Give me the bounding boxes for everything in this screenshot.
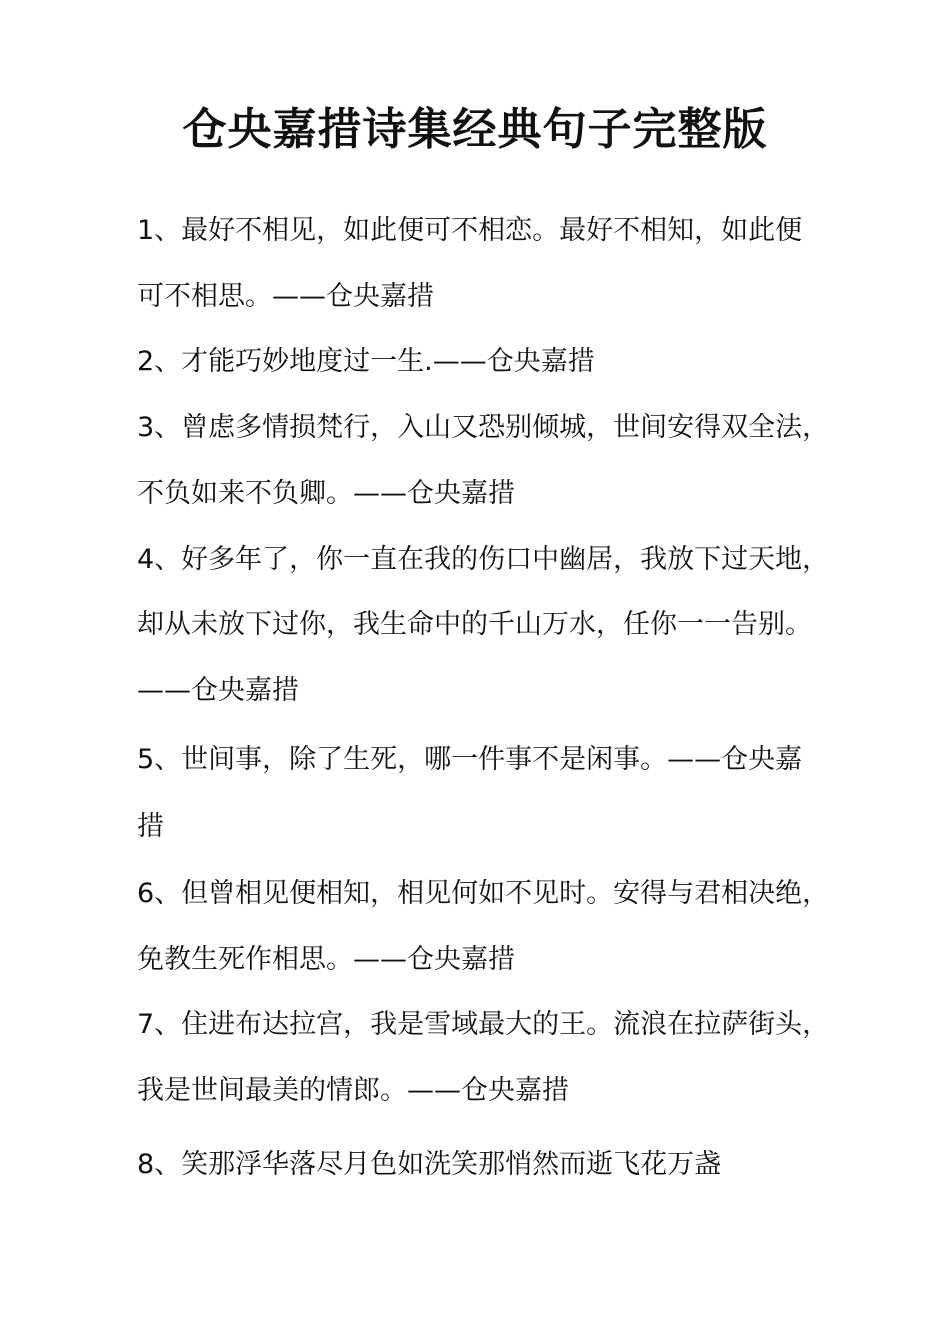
text-line: 却从未放下过你，我生命中的千山万水，任你一一告别。 <box>137 609 812 640</box>
text-line: 5、世间事，除了生死，哪一件事不是闲事。——仓央嘉 <box>137 744 803 775</box>
text-line: 6、但曾相见便相知，相见何如不见时。安得与君相决绝， <box>137 878 830 909</box>
text-line: 7、住进布达拉宫，我是雪域最大的王。流浪在拉萨街头， <box>137 1009 830 1040</box>
text-line: 不负如来不负卿。——仓央嘉措 <box>137 478 515 509</box>
text-line: 8、笑那浮华落尽月色如洗笑那悄然而逝飞花万盏 <box>137 1149 722 1180</box>
text-line: ——仓央嘉措 <box>137 675 299 706</box>
text-line: 1、最好不相见，如此便可不相恋。最好不相知，如此便 <box>137 215 803 246</box>
text-line: 3、曾虑多情损梵行，入山又恐别倾城，世间安得双全法， <box>137 412 830 443</box>
text-line: 免教生死作相思。——仓央嘉措 <box>137 944 515 975</box>
page-title: 仓央嘉措诗集经典句子完整版 <box>182 104 768 155</box>
text-line: 2、才能巧妙地度过一生.——仓央嘉措 <box>137 346 595 377</box>
text-line: 措 <box>137 811 164 842</box>
text-line: 我是世间最美的情郎。——仓央嘉措 <box>137 1075 569 1106</box>
text-line: 4、好多年了，你一直在我的伤口中幽居，我放下过天地， <box>137 544 830 575</box>
text-line: 可不相思。——仓央嘉措 <box>137 281 434 312</box>
